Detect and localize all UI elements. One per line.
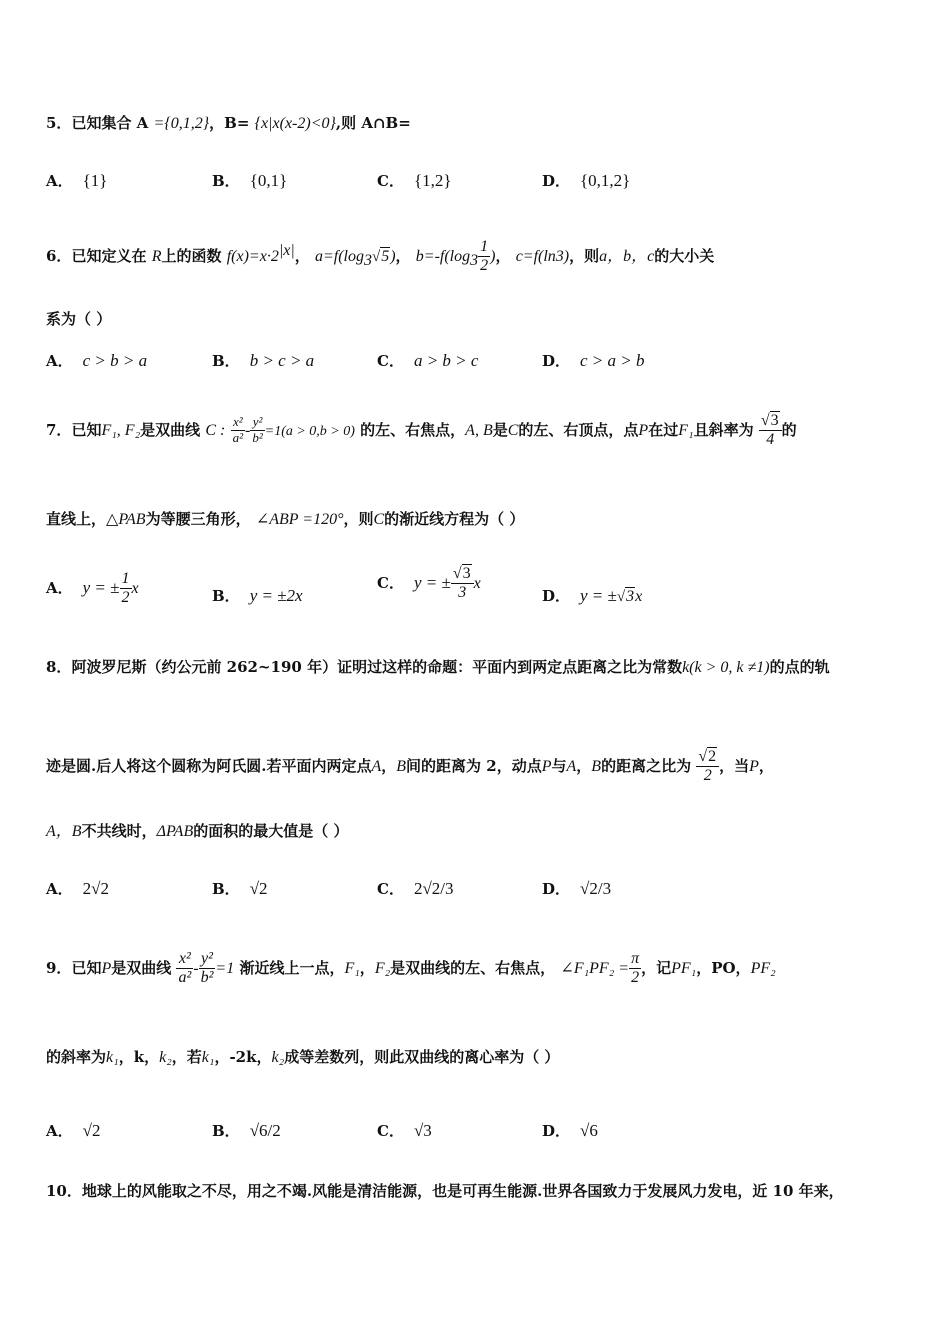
- sqrt-icon: √5: [371, 247, 390, 265]
- q8-stem: 8．阿波罗尼斯（约公元前 262~190 年）证明过这样的命题：平面内到两定点距离之比为常数k(k > 0, k ≠1)的点的轨: [46, 658, 830, 676]
- q9-stem: 9．已知P是双曲线 $\frac{\text{x²}}{\text{a²}}$ - $\frac{\text{y²}}{\text{b²}}$ =1 渐近线上一点，F₁，F₂是双曲线的左、右焦点， ∠F₁PF₂ = $\frac{\pi}{2}$ ，记PF₁，PO，PF₂: [46, 950, 776, 987]
- q8-option-b[interactable]: B． √2: [212, 879, 268, 898]
- q7-stem-line2: 直线上，△PAB为等腰三角形， ∠ABP =120°，则C的渐近线方程为（ ）: [46, 510, 525, 528]
- q8-option-d[interactable]: D． √2/3: [542, 879, 612, 898]
- q9-stem-line2: 的斜率为k₁，k，k₂，若k₁，-2k，k₂成等差数列，则此双曲线的离心率为（ ）: [46, 1048, 560, 1066]
- q5-option-c[interactable]: C． {1,2}: [377, 171, 452, 190]
- q5-option-a[interactable]: A． {1}: [46, 171, 108, 190]
- q6-stem-line2: 系为（ ）: [46, 310, 112, 328]
- q6-option-a[interactable]: A． c > b > a: [46, 351, 148, 370]
- q7-option-b[interactable]: B． y = ±2x: [212, 586, 303, 605]
- q8-stem-line3: A，B不共线时，ΔPAB的面积的最大值是（ ）: [46, 822, 349, 840]
- q9-option-b[interactable]: B． √6/2: [212, 1121, 281, 1140]
- q6-option-d[interactable]: D． c > a > b: [542, 351, 645, 370]
- q6-option-b[interactable]: B． b > c > a: [212, 351, 315, 370]
- q9-option-c[interactable]: C． √3: [377, 1121, 432, 1140]
- q9-option-d[interactable]: D． √6: [542, 1121, 598, 1140]
- q7-stem: 7．已知F₁, F₂是双曲线 C : $\frac{\text{x²}}{\text{a²}}$ - $\frac{\text{y²}}{\text{b²}}$ =1(a > 0,b > 0) 的左、右焦点，A, B是C的左、右顶点，点P在过F₁且斜率为 $\frac{√3}{4}$ 的: [46, 412, 797, 449]
- q9-option-a[interactable]: A． √2: [46, 1121, 101, 1140]
- q7-option-c[interactable]: C． y = ± $\frac{√3}{3}$ x: [377, 565, 481, 602]
- q6-option-c[interactable]: C． a > b > c: [377, 351, 479, 370]
- q10-stem: 10．地球上的风能取之不尽，用之不竭.风能是清洁能源，也是可再生能源.世界各国致力于发展风力发电，近 10 年来，: [46, 1182, 844, 1200]
- q8-option-a[interactable]: A． 2√2: [46, 879, 109, 898]
- q5-option-d[interactable]: D． {0,1,2}: [542, 171, 631, 190]
- q7-option-a[interactable]: A． y = ± $\frac{1}{2}$ x: [46, 570, 139, 607]
- q8-option-c[interactable]: C． 2√2/3: [377, 879, 454, 898]
- q5-option-b[interactable]: B． {0,1}: [212, 171, 288, 190]
- q5-stem: 5．已知集合 A ={0,1,2}，B= {x|x(x-2)<0},则 A∩B=: [46, 114, 411, 132]
- q6-stem: 6．已知定义在 R上的函数 $f(x)=x\cdot 2^{|x|}$， $a=f(\log_3√5)$， $b=-f(\log_3$ $\frac{1}{2}$ )， c=f(ln3)，则a，b，c的大小关: [46, 238, 715, 275]
- q8-stem-line2: 迹是圆.后人将这个圆称为阿氏圆.若平面内两定点A，B间的距离为 2，动点P与A，B的距离之比为 $\frac{√2}{2}$ ，当P，: [46, 748, 774, 785]
- q7-option-d[interactable]: D． y = ±√3x: [542, 586, 643, 605]
